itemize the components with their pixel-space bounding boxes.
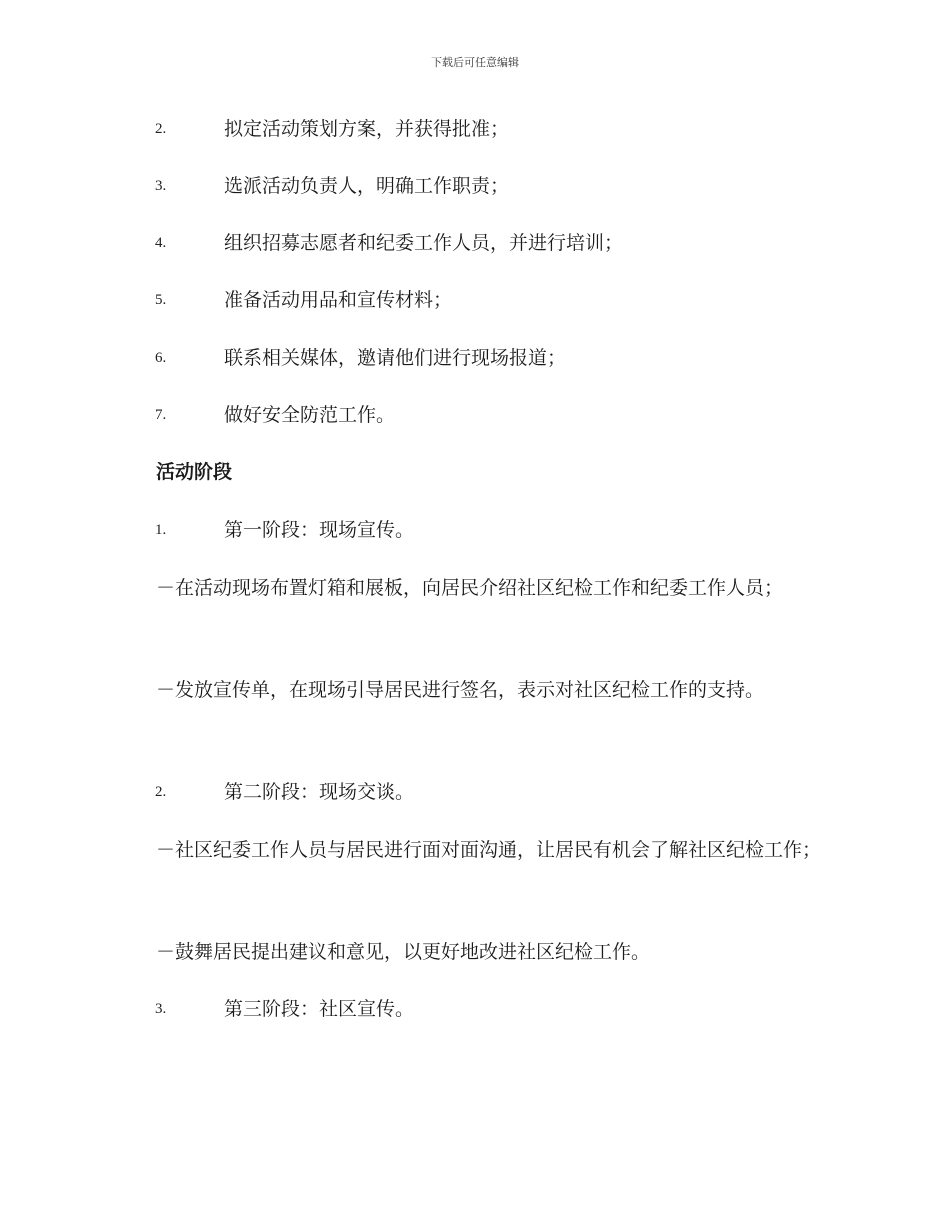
list-item bbox=[0, 400, 950, 430]
list-number: 4. bbox=[155, 235, 167, 251]
phase-title-row bbox=[0, 515, 950, 545]
page-header: 下载后可任意编辑 bbox=[431, 56, 519, 69]
phase-title: 第三阶段：社区宣传。 bbox=[224, 998, 415, 1020]
list-item bbox=[0, 285, 950, 315]
list-number: 2. bbox=[155, 121, 167, 137]
section-heading: 活动阶段 bbox=[156, 461, 233, 483]
list-text: 组织招募志愿者和纪委工作人员，并进行培训； bbox=[224, 232, 624, 254]
list-number: 6. bbox=[155, 350, 167, 366]
phase-title-row bbox=[0, 777, 950, 807]
bullet-paragraph: －在活动现场布置灯箱和展板，向居民介绍社区纪检工作和纪委工作人员； bbox=[156, 577, 784, 599]
bullet-paragraph: －鼓舞居民提出建议和意见，以更好地改进社区纪检工作。 bbox=[156, 941, 651, 963]
phase-number: 1. bbox=[155, 522, 167, 538]
list-text: 选派活动负责人，明确工作职责； bbox=[224, 175, 510, 197]
phase-title: 第一阶段：现场宣传。 bbox=[224, 519, 415, 541]
list-number: 7. bbox=[155, 407, 167, 423]
list-text: 准备活动用品和宣传材料； bbox=[224, 289, 453, 311]
phase-title-row bbox=[0, 994, 950, 1024]
list-number: 5. bbox=[155, 292, 167, 308]
bullet-paragraph: －社区纪委工作人员与居民进行面对面沟通，让居民有机会了解社区纪检工作； bbox=[156, 839, 822, 861]
bullet-paragraph: －发放宣传单，在现场引导居民进行签名，表示对社区纪检工作的支持。 bbox=[156, 679, 765, 701]
phase-number: 2. bbox=[155, 784, 167, 800]
phase-title: 第二阶段：现场交谈。 bbox=[224, 781, 415, 803]
phase-number: 3. bbox=[155, 1001, 167, 1017]
list-text: 联系相关媒体，邀请他们进行现场报道； bbox=[224, 347, 567, 369]
list-text: 拟定活动策划方案，并获得批准； bbox=[224, 118, 510, 140]
list-item bbox=[0, 171, 950, 201]
list-item bbox=[0, 114, 950, 144]
list-item bbox=[0, 228, 950, 258]
list-item bbox=[0, 343, 950, 373]
list-number: 3. bbox=[155, 178, 167, 194]
list-text: 做好安全防范工作。 bbox=[224, 404, 396, 426]
